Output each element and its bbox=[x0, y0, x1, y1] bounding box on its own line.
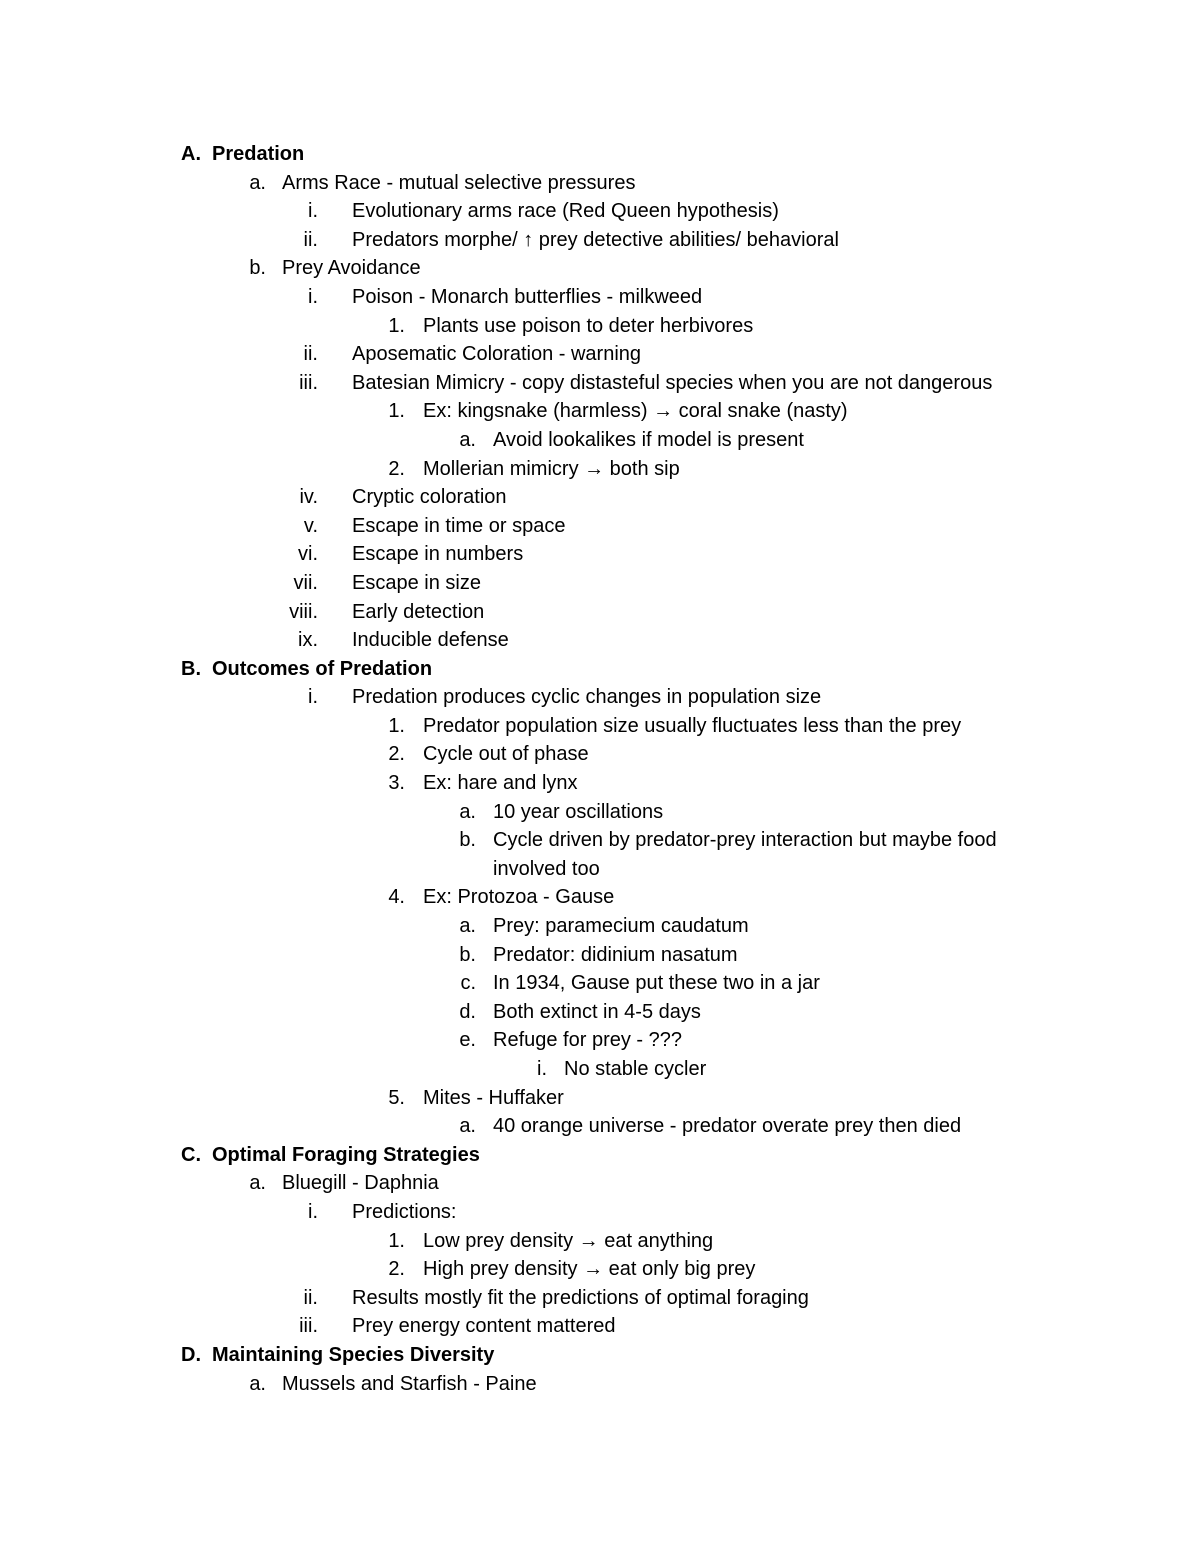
outline-text: Escape in numbers bbox=[352, 543, 524, 566]
outline-marker: d. bbox=[459, 1000, 476, 1023]
outline-text: Batesian Mimicry - copy distasteful species when you are not dangerous bbox=[352, 371, 993, 394]
outline-marker: C. bbox=[181, 1143, 201, 1166]
section-heading bbox=[0, 1341, 1200, 1370]
section-title: Predation bbox=[212, 143, 305, 165]
outline-item bbox=[0, 1169, 1200, 1198]
outline-marker: 1. bbox=[388, 714, 405, 737]
outline-text: Bluegill - Daphnia bbox=[282, 1172, 439, 1195]
outline-marker: 1. bbox=[388, 314, 405, 337]
outline-item bbox=[0, 1284, 1200, 1313]
outline-text: Escape in size bbox=[352, 571, 481, 594]
outline-item bbox=[0, 626, 1200, 655]
outline-marker: a. bbox=[249, 1172, 266, 1195]
outline-marker: i. bbox=[308, 1200, 318, 1223]
outline-text: 40 orange universe - predator overate prey then died bbox=[493, 1115, 962, 1138]
outline-item bbox=[0, 483, 1200, 512]
outline-item bbox=[0, 598, 1200, 627]
outline-item bbox=[0, 540, 1200, 569]
outline-text: Poison - Monarch butterflies - milkweed bbox=[352, 285, 703, 308]
outline-text: Prey Avoidance bbox=[282, 257, 421, 280]
outline-text: Mussels and Starfish - Paine bbox=[282, 1372, 537, 1395]
outline-item bbox=[0, 1055, 1200, 1084]
outline-marker: i. bbox=[537, 1058, 547, 1080]
outline-text: Predator population size usually fluctuates less than the prey bbox=[423, 714, 962, 737]
outline-text: Inducible defense bbox=[352, 629, 509, 652]
outline-item bbox=[0, 941, 1200, 970]
outline-text: Ex: Protozoa - Gause bbox=[423, 886, 615, 909]
outline-marker: viii. bbox=[289, 600, 318, 623]
outline-marker: iv. bbox=[299, 486, 318, 509]
outline-item bbox=[0, 969, 1200, 998]
outline-item bbox=[0, 226, 1200, 255]
outline-text: Both extinct in 4-5 days bbox=[493, 1000, 701, 1023]
outline-marker: 2. bbox=[388, 1258, 405, 1281]
outline-marker: a. bbox=[249, 1372, 266, 1395]
outline-marker: a. bbox=[249, 171, 266, 194]
outline-item bbox=[0, 1026, 1200, 1055]
outline-text: Predators morphe/ ↑ prey detective abilities/ behavioral bbox=[352, 228, 839, 251]
outline-item bbox=[0, 826, 1200, 883]
outline-marker: a. bbox=[459, 915, 476, 938]
outline-text: Plants use poison to deter herbivores bbox=[423, 314, 754, 337]
outline-item bbox=[0, 197, 1200, 226]
outline-text: Predictions: bbox=[352, 1200, 457, 1223]
outline-item bbox=[0, 1084, 1200, 1113]
outline-text: In 1934, Gause put these two in a jar bbox=[493, 972, 820, 995]
outline-text: 10 year oscillations bbox=[493, 800, 664, 823]
outline-marker: 1. bbox=[388, 1229, 405, 1252]
outline-item bbox=[0, 312, 1200, 341]
outline-text: Cycle out of phase bbox=[423, 743, 589, 766]
outline-text: No stable cycler bbox=[564, 1058, 707, 1080]
outline-item bbox=[0, 1312, 1200, 1341]
outline-text: Evolutionary arms race (Red Queen hypothesis) bbox=[352, 200, 779, 223]
outline-text: Low prey density → eat anything bbox=[423, 1229, 714, 1252]
outline-marker: e. bbox=[459, 1029, 476, 1052]
outline-marker: ii. bbox=[303, 228, 318, 251]
outline-text: Prey: paramecium caudatum bbox=[493, 915, 749, 938]
outline-text: Predation produces cyclic changes in population size bbox=[352, 686, 822, 709]
outline-text: Escape in time or space bbox=[352, 514, 566, 537]
outline-marker: B. bbox=[181, 657, 201, 680]
outline-marker: 4. bbox=[388, 886, 405, 909]
outline-text: Ex: hare and lynx bbox=[423, 772, 578, 795]
outline-item bbox=[0, 740, 1200, 769]
outline-text: Mites - Huffaker bbox=[423, 1086, 564, 1109]
outline-text: Arms Race - mutual selective pressures bbox=[282, 171, 636, 194]
outline-text: Prey energy content mattered bbox=[352, 1315, 616, 1338]
outline-text: Mollerian mimicry → both sip bbox=[423, 457, 680, 480]
outline-item bbox=[0, 683, 1200, 712]
outline-marker: b. bbox=[459, 943, 476, 966]
outline-marker: 1. bbox=[388, 400, 405, 423]
outline-marker: vii. bbox=[293, 571, 318, 594]
outline-text: Early detection bbox=[352, 600, 485, 623]
outline-item bbox=[0, 169, 1200, 198]
outline-text: Ex: kingsnake (harmless) → coral snake (nasty) bbox=[423, 400, 848, 423]
outline-marker: D. bbox=[181, 1343, 201, 1366]
outline-item bbox=[0, 283, 1200, 312]
outline-marker: vi. bbox=[298, 543, 318, 566]
outline-marker: A. bbox=[181, 143, 201, 165]
outline-marker: v. bbox=[303, 514, 318, 537]
outline-item bbox=[0, 512, 1200, 541]
section-title: Outcomes of Predation bbox=[212, 657, 433, 680]
outline-marker: i. bbox=[308, 686, 318, 709]
outline-marker: ii. bbox=[303, 1286, 318, 1309]
outline-item bbox=[0, 455, 1200, 484]
outline-text: Predator: didinium nasatum bbox=[493, 943, 738, 966]
outline-text: Results mostly fit the predictions of optimal foraging bbox=[352, 1286, 809, 1309]
outline-item bbox=[0, 254, 1200, 283]
outline-document bbox=[0, 140, 1200, 1398]
outline-item bbox=[0, 340, 1200, 369]
outline-text: Refuge for prey - ??? bbox=[493, 1029, 682, 1052]
outline-item bbox=[0, 998, 1200, 1027]
outline-marker: ix. bbox=[298, 629, 318, 652]
outline-text: Avoid lookalikes if model is present bbox=[493, 428, 804, 451]
outline-item bbox=[0, 798, 1200, 827]
outline-item bbox=[0, 912, 1200, 941]
outline-item bbox=[0, 1227, 1200, 1256]
section-heading bbox=[0, 655, 1200, 684]
outline-marker: i. bbox=[308, 285, 318, 308]
outline-marker: ii. bbox=[303, 343, 318, 366]
outline-marker: 2. bbox=[388, 457, 405, 480]
outline-marker: a. bbox=[459, 428, 476, 451]
outline-item bbox=[0, 712, 1200, 741]
outline-marker: iii. bbox=[299, 371, 318, 394]
outline-marker: 5. bbox=[388, 1086, 405, 1109]
outline-marker: b. bbox=[459, 829, 476, 852]
outline-marker: 3. bbox=[388, 772, 405, 795]
outline-item bbox=[0, 1370, 1200, 1399]
section-heading bbox=[0, 1141, 1200, 1170]
outline-item bbox=[0, 1255, 1200, 1284]
outline-item bbox=[0, 769, 1200, 798]
outline-item bbox=[0, 1198, 1200, 1227]
section-title: Optimal Foraging Strategies bbox=[212, 1143, 480, 1166]
section-heading bbox=[0, 140, 1200, 169]
outline-text: Cryptic coloration bbox=[352, 486, 507, 509]
outline-text: High prey density → eat only big prey bbox=[423, 1258, 756, 1281]
outline-marker: a. bbox=[459, 1115, 476, 1138]
outline-text: Aposematic Coloration - warning bbox=[352, 343, 642, 366]
outline-marker: iii. bbox=[299, 1315, 318, 1338]
outline-marker: c. bbox=[460, 972, 476, 995]
outline-item bbox=[0, 369, 1200, 398]
outline-item bbox=[0, 883, 1200, 912]
section-title: Maintaining Species Diversity bbox=[212, 1343, 495, 1366]
outline-text: Cycle driven by predator-prey interaction but maybe food involved too bbox=[493, 829, 997, 880]
outline-marker: 2. bbox=[388, 743, 405, 766]
outline-marker: a. bbox=[459, 800, 476, 823]
outline-marker: i. bbox=[308, 200, 318, 223]
outline-item bbox=[0, 397, 1200, 426]
outline-item bbox=[0, 426, 1200, 455]
outline-item bbox=[0, 569, 1200, 598]
outline-item bbox=[0, 1112, 1200, 1141]
outline-marker: b. bbox=[249, 257, 266, 280]
